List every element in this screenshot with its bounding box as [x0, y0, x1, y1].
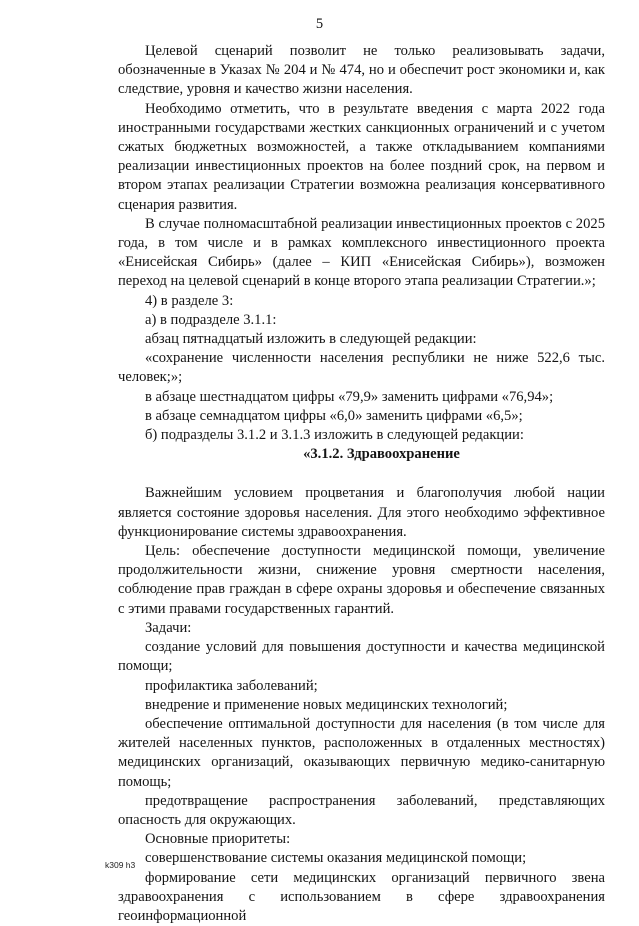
paragraph-target-scenario: Целевой сценарий позволит не только реализовывать задачи, обозначенные в Указах № 204 и № 474, но и обеспечит рост экономики и, как следствие, уровня и качество жизни населения.: [118, 43, 605, 98]
list-item-task-access: создание условий для повышения доступности и качества медицинской помощи;: [118, 639, 605, 675]
paragraph-sixteenth-replace: в абзаце шестнадцатом цифры «79,9» заменить цифрами «76,94»;: [145, 388, 554, 405]
list-item-task-availability: обеспечение оптимальной доступности для населения (в том числе для жителей населенных пунктов, расположенных в отдаленных местностях) медицинских организаций, оказывающих первичную медико-санитарную помощь;: [118, 715, 605, 790]
list-item-subsection-3-1-1: а) в подразделе 3.1.1:: [145, 311, 277, 328]
list-item-section-3: 4) в разделе 3:: [145, 292, 234, 309]
paragraph-fifteenth-paragraph: абзац пятнадцатый изложить в следующей редакции:: [145, 331, 477, 348]
document-body: [118, 42, 605, 926]
footer-document-code: k309 h3: [105, 860, 136, 870]
list-item-subsections-3-1-2-3: б) подразделы 3.1.2 и 3.1.3 изложить в следующей редакции:: [145, 427, 524, 444]
list-item-priority-network: формирование сети медицинских организаций первичного звена здравоохранения с использованием в сфере здравоохранения геоинформационной: [118, 869, 605, 924]
paragraph-investment-projects: В случае полномасштабной реализации инвестиционных проектов с 2025 года, в том числе и в рамках комплексного инвестиционного проекта «Енисейская Сибирь» (далее – КИП «Енисейская Сибирь»), возможен переход на целевой сценарий в конце второго этапа реализации Стратегии.»;: [118, 215, 605, 290]
paragraph-population-quote: «сохранение численности населения республики не ниже 522,6 тыс. человек;»;: [118, 350, 605, 386]
paragraph-goal: Цель: обеспечение доступности медицинской помощи, увеличение продолжительности жизни, снижение уровня смертности населения, соблюдение прав граждан в сфере охраны здоровья и обеспечение связанных с этими правами государственных гарантий.: [118, 543, 605, 617]
page-number: 5: [315, 16, 324, 32]
paragraph-health-condition: Важнейшим условием процветания и благополучия любой нации является состояние здоровья населения. Для этого необходимо эффективное функционирование системы здравоохранения.: [118, 485, 605, 540]
list-item-task-technologies: внедрение и применение новых медицинских технологий;: [145, 696, 508, 713]
list-item-priority-system: совершенствование системы оказания медицинской помощи;: [145, 850, 527, 867]
section-heading-healthcare: «3.1.2. Здравоохранение: [303, 446, 460, 463]
list-item-task-prevention: профилактика заболеваний;: [145, 677, 318, 694]
paragraph-sanctions: Необходимо отметить, что в результате введения с марта 2022 года иностранными государствами жестких санкционных ограничений и с учетом сжатых бюджетных возможностей, а также откладыванием компаниями реализации инвестиционных проектов на более поздний срок, на первом и втором этапах реализации Стратегии возможна реализация консервативного сценария развития.: [118, 100, 605, 213]
paragraph-tasks-label: Задачи:: [145, 619, 192, 636]
paragraph-seventeenth-replace: в абзаце семнадцатом цифры «6,0» заменить цифрами «6,5»;: [145, 407, 523, 424]
paragraph-priorities-label: Основные приоритеты:: [145, 831, 291, 848]
list-item-task-disease-spread: предотвращение распространения заболеваний, представляющих опасность для окружающих.: [118, 792, 605, 828]
